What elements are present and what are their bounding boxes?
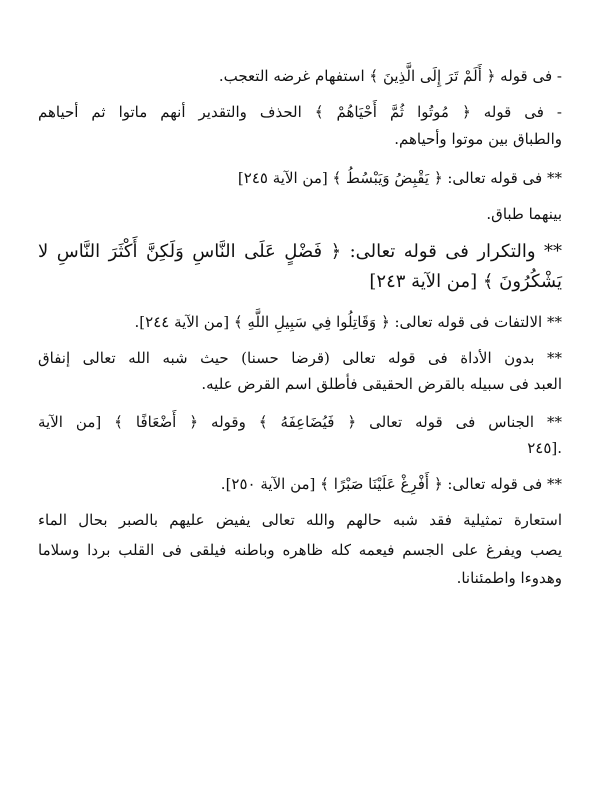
line-question-note: - فى قوله ﴿ أَلَمْ تَرَ إِلَى الَّذِينَ ﴾ استفهام غرضه التعجب. bbox=[218, 67, 562, 85]
line-tashbih: ** بدون الأداة فى قوله تعالى (قرضا حسنا) حيث شبه الله تعالى إنفاق bbox=[38, 349, 562, 367]
line-tashbih-end: العبد فى سبيله بالقرض الحقيقى فأطلق اسم القرض عليه. bbox=[201, 375, 562, 393]
line-tibaq: بينهما طباق. bbox=[486, 205, 562, 223]
line-jinas: ** الجناس فى قوله تعالى ﴿ فَيُضَاعِفَهُ ﴾ وقوله ﴿ أَضْعَافًا ﴾ [من الآية bbox=[38, 413, 562, 431]
line-repetition-end: يَشْكُرُونَ ﴾ [من الآية ٢٤٣] bbox=[369, 271, 562, 292]
line-istiara: استعارة تمثيلية فقد شبه حالهم والله تعالى يفيض عليهم بالصبر بحال الماء bbox=[38, 511, 562, 529]
line-istiara-end: وهدوءا واطمئنانا. bbox=[456, 569, 562, 587]
line-verse-afrigh: ** فى قوله تعالى: ﴿ أَفْرِغْ عَلَيْنَا صَبْرًا ﴾ [من الآية ٢٥٠]. bbox=[220, 475, 562, 493]
line-iltifat: ** الالتفات فى قوله تعالى: ﴿ وَقَاتِلُوا فِي سَبِيلِ اللَّهِ ﴾ [من الآية ٢٤٤]. bbox=[134, 313, 562, 331]
line-jinas-end: ٢٤٥]. bbox=[527, 439, 562, 457]
line-istiara-2: يصب ويفرغ على الجسم فيعمه كله ظاهره وباطنه فيلقى فى القلب بردا وسلاما bbox=[38, 541, 562, 559]
line-ellipsis-note: - فى قوله ﴿ مُوتُوا ثُمَّ أَحْيَاهُمْ ﴾ الحذف والتقدير أنهم ماتوا ثم أحياهم bbox=[38, 103, 562, 121]
line-antithesis-note: والطباق بين موتوا وأحياهم. bbox=[394, 130, 562, 148]
line-verse-yaqbid: ** فى قوله تعالى: ﴿ يَقْبِضُ وَيَبْسُطُ ﴾ [من الآية ٢٤٥] bbox=[237, 169, 562, 187]
line-repetition: ** والتكرار فى قوله تعالى: ﴿ فَضْلٍ عَلَى النَّاسِ وَلَكِنَّ أَكْثَرَ النَّاسِ لا bbox=[38, 241, 562, 262]
